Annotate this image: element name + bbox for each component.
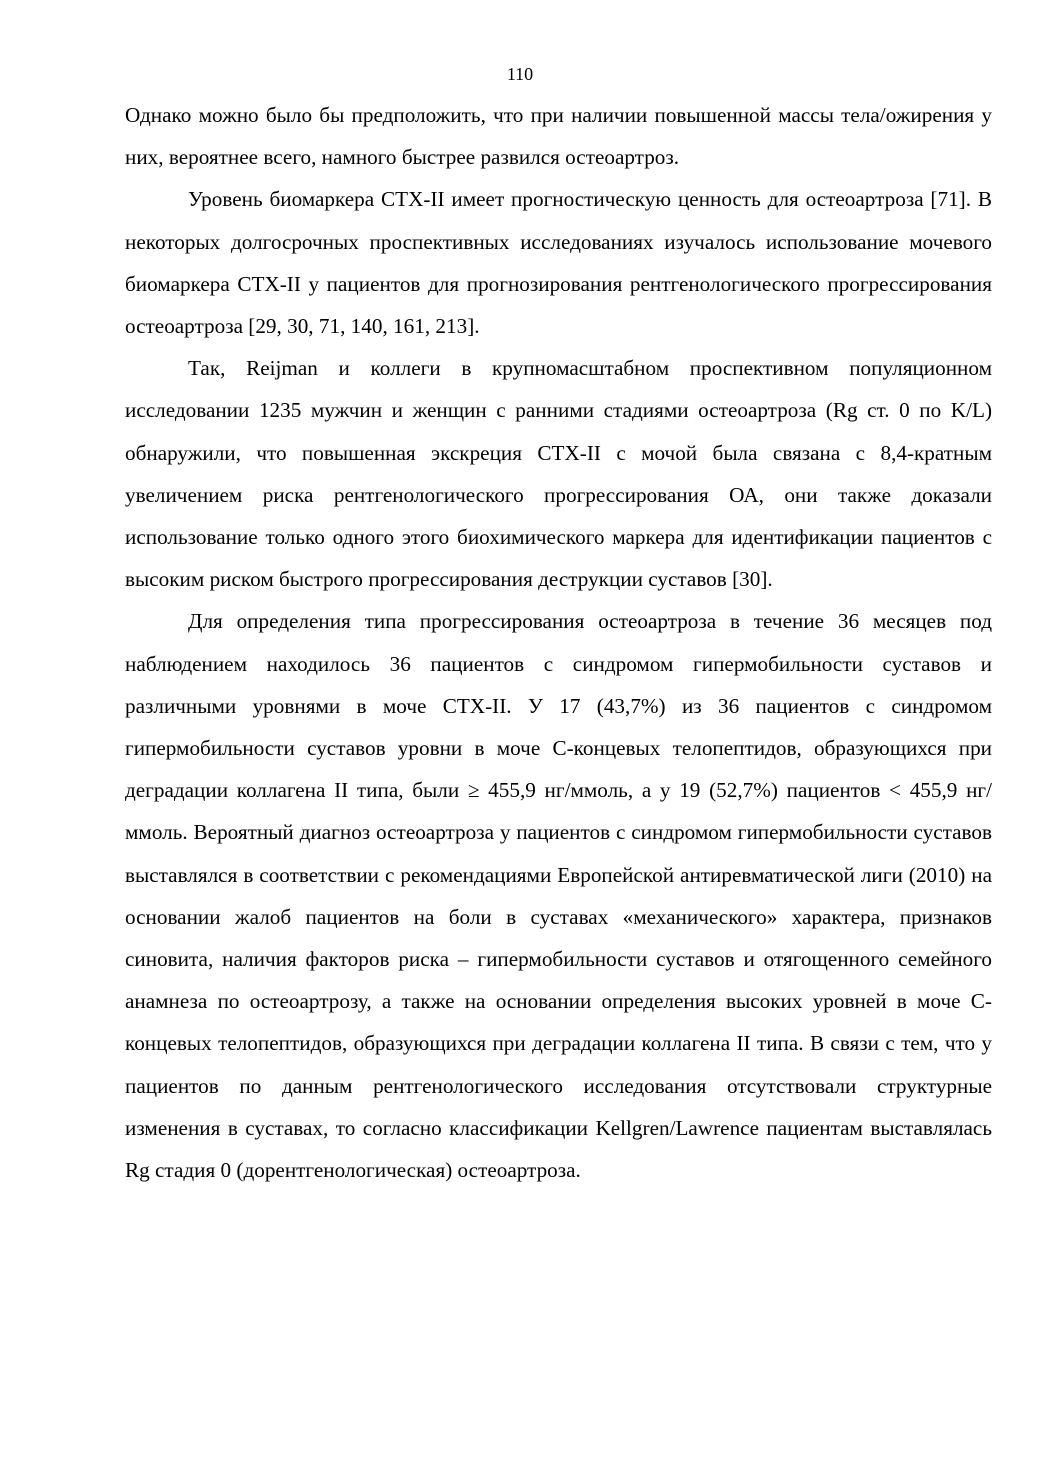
page-number: 110 <box>506 64 534 84</box>
paragraph-obesity-remark: Однако можно было бы предположить, что при наличии повышенной массы тела/ожирения у них, вероятнее всего, намного быстрее развился остеоартроз. <box>125 103 992 170</box>
body-text <box>125 94 992 1191</box>
paragraph-progression-study: Для определения типа прогрессирования остеоартроза в течение 36 месяцев под наблюдением находилось 36 пациентов с синдромом гипермобильности суставов и различными уровнями в моче CTX-II. У 17 (43,7%) из 36 пациентов с синдромом гипермобильности суставов уровни в моче С-концевых телопептидов, образующихся при деградации коллагена II типа, были ≥ 455,9 нг/ммоль, а у 19 (52,7%) пациентов < 455,9 нг/ммоль. Вероятный диагноз остеоартроза у пациентов с синдромом гипермобильности суставов выставлялся в соответствии с рекомендациями Европейской антиревматической лиги (2010) на основании жалоб пациентов на боли в суставах «механического» характера, признаков синовита, наличия факторов риска – гипермобильности суставов и отягощенного семейного анамнеза по остеоартрозу, а также на основании определения высоких уровней в моче С-концевых телопептидов, образующихся при деградации коллагена II типа. В связи с тем, что у пациентов по данным рентгенологического исследования отсутствовали структурные изменения в суставах, то согласно классификации Kellgren/Lawrence пациентам выставлялась Rg стадия 0 (дорентгенологическая) остеоартроза. <box>125 609 992 1183</box>
paragraph-ctx-ii-prognostic: Уровень биомаркера CTX-II имеет прогностическую ценность для остеоартроза [71]. В некоторых долгосрочных проспективных исследованиях изучалось использование мочевого биомаркера CTX-II у пациентов для прогнозирования рентгенологического прогрессирования остеоартроза [29, 30, 71, 140, 161, 213]. <box>125 187 992 339</box>
paragraph-reijman-study: Так, Reijman и коллеги в крупномасштабном проспективном популяционном исследовании 1235 мужчин и женщин с ранними стадиями остеоартроза (Rg ст. 0 по K/L) обнаружили, что повышенная экскреция CTX-II с мочой была связана с 8,4-кратным увеличением риска рентгенологического прогрессирования ОА, они также доказали использование только одного этого биохимического маркера для идентификации пациентов с высоким риском быстрого прогрессирования деструкции суставов [30]. <box>125 356 992 592</box>
